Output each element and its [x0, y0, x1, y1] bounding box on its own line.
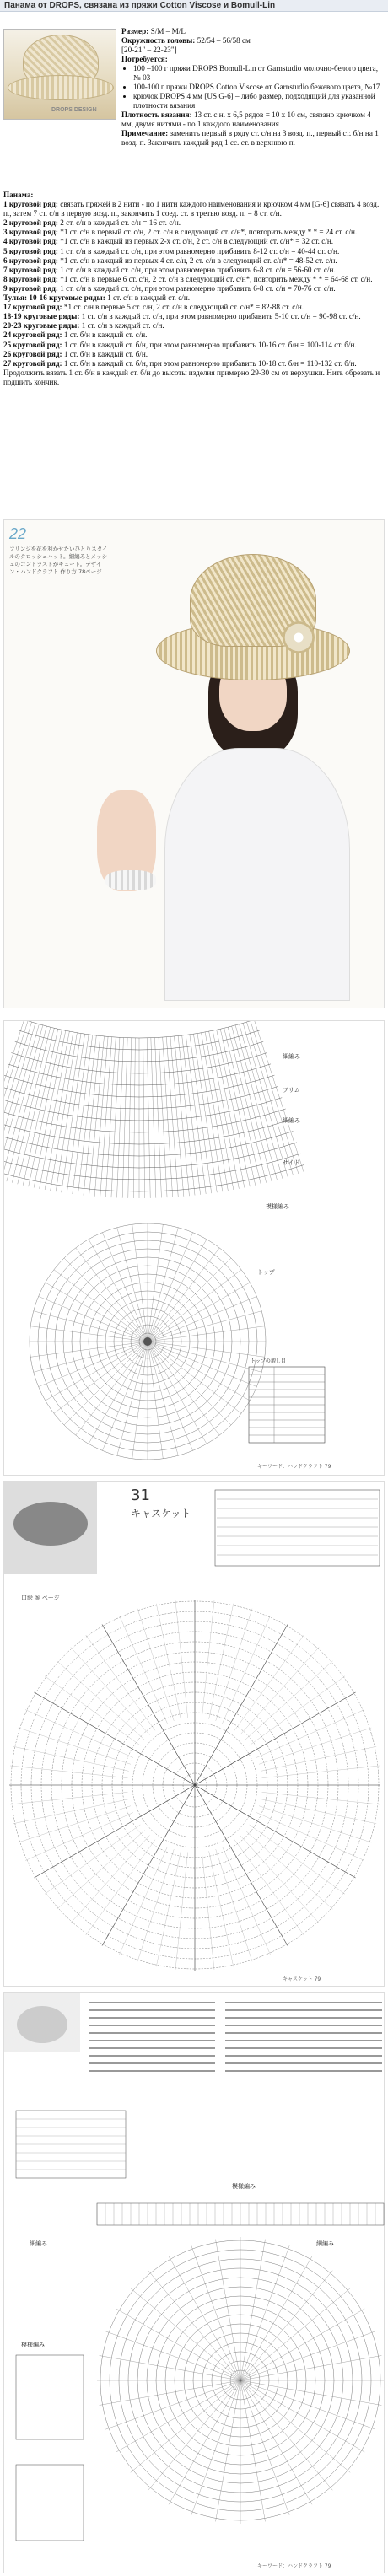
chart-stroke [156, 1604, 181, 1719]
brim-rows [4, 1021, 304, 1198]
bag-shape [17, 2006, 67, 2043]
chart-stroke [34, 1342, 148, 1372]
chart-stroke [229, 1624, 288, 1726]
chart-stroke [148, 1258, 231, 1342]
chart-stroke [4, 1154, 300, 1180]
gauge-row: Плотность вязания: 13 ст. с н. x 6,5 рядов = 10 x 10 см, связано крючком 4 мм, двумя нитями - по 1 каждого наименования [121, 110, 371, 128]
photo-brand: DROPS DESIGN [51, 107, 97, 113]
chart-stroke [209, 1604, 234, 1719]
chart-stroke [132, 1224, 148, 1342]
chart-stroke [182, 1035, 201, 1195]
crochet-chart-3 [3, 1992, 385, 2573]
chart-stroke [240, 2380, 364, 2452]
chart-stroke [102, 1843, 161, 1945]
chart-stroke [73, 1035, 93, 1194]
instruction-row: 8 круговой ряд: *1 ст. с/н в первые 6 ст. с/н, 2 ст. с/н в следующий ст. с/н*, повторить между * * = 64-68 ст. с/н. [3, 274, 373, 283]
chart-stroke [105, 2380, 240, 2429]
chart-stroke [215, 2240, 240, 2380]
chart-stroke [100, 2355, 240, 2380]
chart-stroke [261, 1799, 376, 1824]
chart-stroke [240, 2331, 375, 2380]
chart-stroke [240, 1835, 320, 1923]
chart-stroke [156, 1851, 181, 1966]
chart-stroke [240, 2240, 266, 2380]
chart-stroke [64, 1342, 148, 1425]
chart-stroke [23, 1029, 58, 1185]
chart-stroke [202, 1853, 214, 1970]
diagram-label: 細編み [316, 2240, 334, 2247]
chart-stroke [197, 1034, 223, 1192]
chart-stroke [229, 1843, 288, 1945]
chart-stroke [34, 1819, 136, 1878]
table-title: トップの増し目 [251, 1358, 286, 1364]
chart-stroke [205, 1032, 234, 1190]
chart-stroke [148, 1342, 163, 1459]
chart-stroke [10, 1766, 127, 1778]
chart-stroke [57, 1831, 145, 1910]
casquette-cap [13, 1502, 88, 1546]
chart-stroke [13, 1746, 129, 1771]
chart-stroke [234, 1635, 304, 1730]
chart-stroke [4, 1022, 31, 1175]
page-title: Панама от DROPS, связана из пряжи Cotton Viscose и Bomull-Lin [4, 1, 276, 10]
chart-stroke [169, 2380, 240, 2504]
instruction-row: Продолжить вязать 1 ст. б/н в каждый ст. б/н до высоты изделия примерно 29-30 см от верхушки. Нить обрезать и подшить кончик. [3, 368, 380, 386]
chart-stroke [251, 1021, 299, 1174]
chart-stroke [102, 1233, 148, 1342]
chart-stroke [12, 1027, 50, 1182]
chart-stroke [89, 1342, 148, 1444]
chart-stroke [56, 1034, 81, 1192]
instruction-text-lines [89, 2003, 382, 2071]
chart-stroke [45, 1676, 140, 1745]
pattern-number: 31 [131, 1487, 150, 1504]
chart-stroke [163, 1037, 173, 1197]
chart-stroke [4, 1098, 282, 1121]
increase-table-grid [249, 1367, 325, 1443]
chart-stroke [234, 1840, 304, 1935]
hat-brim [8, 75, 114, 100]
chart-stroke [256, 1813, 364, 1861]
chart-stroke [64, 1258, 148, 1342]
instruction-row: 3 круговой ряд: *1 ст. с/н в первый ст. с/н, 2 ст. с/н в следующий ст. с/н*, повторить между * * = 24 ст. с/н. [3, 228, 358, 237]
side-diagram [16, 2111, 126, 2541]
chart-stroke [10, 1792, 127, 1804]
chart-stroke [16, 2355, 84, 2439]
chart-stroke [240, 2245, 289, 2380]
chart-stroke [247, 1022, 294, 1175]
pattern-description [0, 12, 388, 531]
chart-stroke [46, 1342, 148, 1401]
chart-stroke [240, 1024, 283, 1179]
chart-stroke [228, 1027, 266, 1182]
chart-stroke [117, 1038, 124, 1198]
instruction-row: 17 круговой ряд: *1 ст. с/н в первые 5 ст. с/н, 2 ст. с/н в следующий ст. с/н* = 82-88 ст. с/н. [3, 303, 304, 312]
chart-stroke [117, 1228, 148, 1342]
chart-stroke [148, 1342, 256, 1387]
material-item: • 100-100 г пряжи DROPS Cotton Viscose от Garnstudio бежевого цвета, №17 [133, 83, 385, 92]
chart-stroke [51, 1033, 78, 1191]
chart-stroke [120, 1847, 168, 1955]
chart-stroke [261, 1746, 376, 1771]
material-item: • 100 –100 г пряжи DROPS Bomull-Lin от Garnstudio молочно-белого цвета, № 03 [133, 64, 385, 83]
chart-stroke [116, 2309, 240, 2380]
chart-stroke [213, 1030, 245, 1187]
chart-stroke [86, 1840, 155, 1935]
chart-stroke [116, 2380, 240, 2452]
chart-stroke [154, 1038, 161, 1198]
instruction-row: 18-19 круговые ряды: 1 ст. с/н в каждый ст. с/н, при этом равномерно прибавить 5-10 ст. с/н = 90-98 ст. с/н. [3, 312, 361, 321]
chart-stroke [39, 1342, 148, 1387]
chart-stroke [105, 1037, 116, 1197]
chart-stroke [4, 1021, 28, 1174]
chart-stroke [175, 1853, 188, 1970]
chart-stroke [30, 1342, 148, 1357]
instruction-row: 4 круговой ряд: *1 ст. с/н в каждый из первых 2-х ст. с/н, 2 ст. с/н в следующий ст. с/н* = 32 ст. с/н. [3, 237, 334, 246]
instruction-row: 25 круговой ряд: 1 ст. б/н в каждый ст. б/н, при этом равномерно прибавить 10-16 ст. б/н = 100-114 ст. б/н. [3, 340, 357, 349]
chart-stroke [133, 1038, 135, 1198]
chart-stroke [57, 1661, 145, 1740]
instruction-row: 7 круговой ряд: 1 ст. с/н в каждый ст. с/н, при этом равномерно прибавить 6-8 ст. с/н = 56-60 ст. с/н. [3, 265, 336, 274]
chart-stroke [253, 1819, 355, 1878]
chart-stroke [45, 1032, 73, 1190]
head-inch: [20-21" – 22-23"] [121, 46, 177, 54]
magazine-photo-page [3, 519, 385, 1008]
chart-stroke [45, 1825, 140, 1894]
chart-stroke [169, 2256, 240, 2380]
chart-stroke [148, 1296, 256, 1342]
chart-stroke [148, 1311, 261, 1342]
chart-stroke [132, 1342, 148, 1459]
head-row: Окружность головы: 52/54 – 56/58 см [121, 36, 251, 45]
chart-stroke [250, 1825, 345, 1894]
instructions-heading: Панама: [3, 191, 34, 199]
chart-stroke [89, 1240, 148, 1342]
chart-stroke [25, 1710, 133, 1758]
chart-stroke [84, 1036, 100, 1196]
chart-stroke [178, 1036, 195, 1196]
material-item: • крючок DROPS 4 мм [US G-6] – либо размер, подходящий для указанной плотности вязания [133, 92, 385, 110]
chart-stroke [34, 1030, 66, 1187]
chart-stroke [256, 1710, 364, 1758]
chart-stroke [220, 1029, 256, 1185]
note-row: Примечание: заменить первый в ряду ст. с/н на 3 возд. п., первый ст. б/н на 1 возд. п. Закончить каждый ряд 1 сс. ст. в верхнюю п. [121, 129, 379, 147]
chart-stroke [245, 1661, 332, 1740]
chart-stroke [148, 1233, 193, 1342]
chart-stroke [25, 1813, 133, 1861]
model-body [164, 748, 350, 1001]
instruction-row: 6 круговой ряд: *1 ст. с/н в каждый из первых 4 ст. с/н, 2 ст. с/н в следующий ст. с/н* = 48-52 ст. с/н. [3, 255, 337, 265]
chart-stroke [243, 1023, 288, 1176]
chart-footer: キーワード：ハンドクラフト 79 [257, 1464, 331, 1470]
chart-stroke [4, 1075, 274, 1097]
chart-stroke [100, 2380, 240, 2406]
instruction-row: 20-23 круговые ряды: 1 ст. с/н в каждый ст. с/н. [3, 321, 164, 331]
bracelet [105, 870, 156, 890]
magazine-page-number: 22 [9, 525, 27, 542]
chart-stroke [209, 1031, 240, 1189]
diagram-label: ブリム [283, 1087, 300, 1094]
chart-stroke [148, 1342, 207, 1444]
model-photo [131, 537, 384, 1001]
chart-stroke [117, 1342, 148, 1455]
diagram-label: 模様編み [232, 2183, 256, 2190]
chart-stroke [13, 1799, 129, 1824]
chart-stroke [240, 2355, 381, 2380]
materials-list [133, 64, 385, 110]
size-row: Размер: S/M – M/L [121, 27, 186, 35]
header-bar [0, 0, 388, 12]
chart-stroke [16, 2465, 84, 2541]
chart-stroke [19, 1728, 131, 1764]
crochet-chart-1 [3, 1020, 385, 1476]
diagram-label: サイド [283, 1159, 300, 1166]
chart-stroke [71, 1835, 150, 1923]
materials-box-lines [217, 1499, 378, 1555]
chart-2-drawing [4, 1482, 385, 1987]
chart-stroke [250, 1676, 345, 1745]
diagram-label: 模様編み [21, 2342, 45, 2348]
chart-stroke [4, 1132, 293, 1156]
diagram-label: 細編み [283, 1117, 300, 1124]
chart-stroke [175, 1600, 188, 1718]
chart-stroke [148, 1342, 193, 1450]
chart-stroke [240, 2380, 289, 2515]
chart-stroke [148, 1342, 265, 1357]
chart-stroke [46, 1283, 148, 1342]
chart-stroke [30, 1326, 148, 1342]
chart-stroke [190, 1035, 212, 1193]
chart-stroke [120, 1616, 168, 1724]
instruction-row: Тулья: 10-16 круговые ряды: 1 ст. с/н в каждый ст. с/н. [3, 293, 191, 303]
chart-stroke [240, 2380, 375, 2429]
chart-stroke [128, 1038, 132, 1198]
chart-stroke [240, 2309, 364, 2380]
chart-stroke [202, 1033, 229, 1191]
chart-stroke [159, 1037, 167, 1197]
bottom-chart [97, 2203, 384, 2524]
chart-stroke [148, 1224, 163, 1342]
instruction-row: 5 круговой ряд: 1 ст. с/н в каждый ст. с/н, при этом равномерно прибавить 8-12 ст. с/н = 40-44 ст. с/н. [3, 246, 340, 255]
crochet-chart-2 [3, 1481, 385, 1987]
pattern-info [121, 27, 385, 148]
diagram-label: トップ [257, 1269, 275, 1276]
instruction-row: 24 круговой ряд: 1 ст. б/н в каждый ст. с/н. [3, 331, 148, 340]
crown-chart [9, 1600, 380, 1971]
chart-stroke [34, 1311, 148, 1342]
instruction-row: 2 круговой ряд: 2 ст. с/н в каждый ст. с/н = 16 ст. с/н. [3, 218, 181, 228]
materials-box [215, 1490, 380, 1566]
chart-stroke [262, 1792, 380, 1804]
chart-stroke [259, 1806, 371, 1842]
instruction-row: 1 круговой ряд: связать пряжей в 2 нити - по 1 нити каждого наименования и крючком 4 мм [G-6] связать 4 возд. п., затем 7 ст. с/н в первую возд. п., закончить 1 соед. ст. в третью возд. п. = 8 ст. с/н. [3, 200, 380, 218]
chart-1-drawing [4, 1021, 385, 1476]
chart-stroke [148, 1342, 178, 1455]
chart-stroke [240, 2256, 312, 2380]
chart-stroke [245, 1831, 332, 1910]
chart-stroke [4, 1164, 304, 1191]
chart-stroke [148, 1342, 231, 1425]
diagram-label: 細編み [30, 2240, 47, 2247]
chart-stroke [67, 1035, 89, 1193]
chart-stroke [102, 1342, 148, 1450]
chart-stroke [78, 1035, 96, 1195]
chart-stroke [122, 1038, 127, 1198]
chart-stroke [39, 1296, 148, 1342]
center-mark [143, 1337, 152, 1346]
chart-stroke [147, 1038, 150, 1198]
chart-stroke [253, 1692, 355, 1751]
chart-stroke [202, 1600, 214, 1718]
chart-stroke [186, 1035, 206, 1194]
chart-stroke [23, 1021, 256, 1038]
diagram-label: 模様編み [266, 1203, 289, 1210]
chart-stroke [191, 2380, 240, 2515]
page-reference: 口絵 ⑤ ページ [21, 1595, 60, 1601]
chart-stroke [209, 1851, 234, 1966]
chart-stroke [191, 2245, 240, 2380]
chart-stroke [259, 1728, 371, 1764]
chart-stroke [148, 1240, 207, 1342]
top-circle [30, 1223, 266, 1460]
chart-stroke [240, 1648, 320, 1735]
chart-stroke [223, 1847, 271, 1955]
chart-stroke [62, 1034, 85, 1192]
chart-stroke [215, 2380, 240, 2521]
chart-stroke [34, 1692, 136, 1751]
flower-ornament [283, 621, 315, 653]
hat-photo [3, 29, 116, 120]
chart-stroke [4, 1021, 24, 1172]
chart-stroke [262, 1766, 380, 1778]
materials-label: Потребуется: [121, 55, 168, 63]
chart-stroke [143, 1038, 145, 1198]
chart-stroke [102, 1624, 161, 1726]
chart-footer: キャスケット 79 [283, 1976, 321, 1982]
chart-stroke [148, 1342, 261, 1372]
chart-stroke [148, 1228, 178, 1342]
chart-stroke [240, 2380, 266, 2521]
pattern-name: キャスケット [131, 1508, 191, 1519]
diagram-label: 細編み [283, 1053, 300, 1060]
instructions [3, 191, 385, 387]
instruction-row: 27 круговой ряд: 1 ст. б/н в каждый ст. б/н, при этом равномерно прибавить 10-18 ст. б/н = 110-132 ст. б/н. [3, 358, 357, 368]
instruction-row: 9 круговой ряд: 1 ст. с/н в каждый ст. с/н, при этом равномерно прибавить 6-8 ст. с/н = 70-76 ст. с/н. [3, 283, 336, 293]
instruction-row: 26 круговой ряд: 1 ст. б/н в каждый ст. б/н. [3, 349, 148, 358]
chart-stroke [148, 1326, 265, 1342]
chart-stroke [254, 1021, 304, 1172]
chart-stroke [71, 1648, 150, 1735]
chart-stroke [4, 1143, 297, 1168]
chart-stroke [4, 1086, 278, 1109]
chart-stroke [193, 1034, 217, 1192]
chart-stroke [40, 1031, 70, 1189]
chart-stroke [151, 1038, 156, 1198]
chart-footer: キーワード：ハンドクラフト 79 [257, 2563, 331, 2569]
chart-3-drawing [4, 1993, 385, 2574]
chart-stroke [105, 2331, 240, 2380]
chart-stroke [86, 1635, 155, 1730]
magazine-caption: フリンジを花を利かせたいひとりスタイルのクロッシェハット。細編みとメッシュのコントラストがキュート。デザイン・ハンドクラフト 作り方 78ページ [9, 546, 108, 575]
chart-stroke [111, 1037, 120, 1197]
chart-stroke [240, 2380, 381, 2406]
chart-stroke [148, 1342, 250, 1401]
chart-stroke [148, 1283, 250, 1342]
chart-stroke [223, 1616, 271, 1724]
chart-stroke [240, 2380, 312, 2504]
